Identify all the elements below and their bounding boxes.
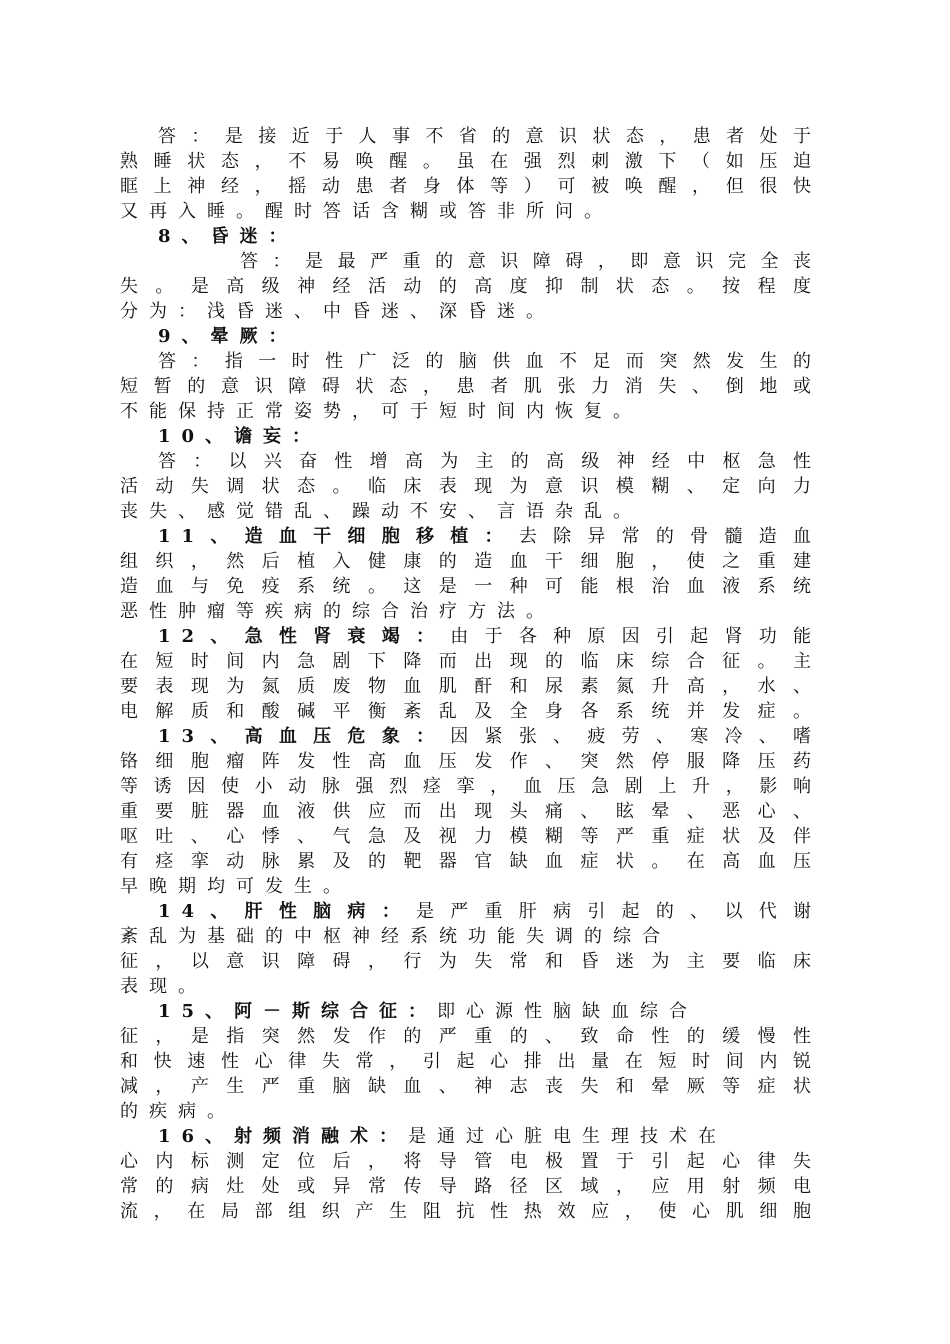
- line-text: 有痉挛动脉累及的靶器官缺血症状。在高血压: [120, 851, 822, 872]
- text-line: [120, 375, 822, 399]
- text-line: [120, 800, 822, 824]
- line-text: 由于各种原因引起肾功能: [450, 626, 822, 647]
- term-title: 肝性脑病：: [244, 901, 416, 922]
- text-line: [120, 275, 822, 299]
- term-title: 高血压危象：: [244, 726, 451, 747]
- line-text: 流，在局部组织产生阻抗性热效应，使心肌细胞: [120, 1201, 822, 1222]
- line-text: 的疾病。: [120, 1101, 236, 1122]
- text-line: [120, 575, 822, 599]
- line-text: 常的病灶处或异常传导路径区域，应用射频电: [120, 1176, 822, 1197]
- text-line: [158, 450, 822, 474]
- term-heading-line: [158, 1000, 822, 1024]
- text-line: [120, 850, 822, 874]
- item-number: 16、: [158, 1126, 235, 1147]
- text-line: [120, 925, 822, 949]
- line-text: 组织，然后植入健康的造血干细胞，使之重建: [120, 551, 822, 572]
- line-text: 丧失、感觉错乱、躁动不安、言语杂乱。: [120, 501, 642, 522]
- text-line: [120, 1200, 822, 1224]
- line-text: 表现。: [120, 976, 207, 997]
- term-title: 阿－斯综合征：: [234, 1001, 438, 1022]
- text-line: [120, 1150, 822, 1174]
- text-line: [120, 400, 822, 424]
- term-heading-line: [158, 625, 822, 649]
- text-line: [120, 1075, 822, 1099]
- line-text: 电解质和酸碱平衡紊乱及全身各系统并发症。: [120, 701, 822, 722]
- line-text: 眶上神经，摇动患者身体等）可被唤醒，但很快: [120, 176, 822, 197]
- line-text: 减，产生严重脑缺血、神志丧失和晕厥等症状: [120, 1076, 822, 1097]
- text-line: [120, 825, 822, 849]
- term-title: 射频消融术：: [234, 1126, 409, 1147]
- line-text: 答：是接近于人事不省的意识状态，患者处于: [158, 126, 822, 147]
- line-text: 紊乱为基础的中枢神经系统功能失调的综合: [120, 926, 671, 947]
- line-text: 早晚期均可发生。: [120, 876, 352, 897]
- term-title: 谵妄：: [234, 426, 322, 447]
- item-number: 14、: [158, 901, 245, 922]
- text-line: [120, 150, 822, 174]
- term-title: 造血干细胞移植：: [244, 526, 519, 547]
- line-text: 不能保持正常姿势，可于短时间内恢复。: [120, 401, 642, 422]
- term-heading-line: [158, 725, 822, 749]
- item-number: 12、: [158, 626, 245, 647]
- text-line: [120, 200, 822, 224]
- term-heading-line: [158, 900, 822, 924]
- item-number: 8、: [158, 226, 211, 247]
- term-heading-line: [158, 1125, 822, 1149]
- line-text: 征，以意识障碍，行为失常和昏迷为主要临床: [120, 951, 822, 972]
- text-line: [120, 550, 822, 574]
- line-text: 重要脏器血液供应而出现头痛、眩晕、恶心、: [120, 801, 822, 822]
- term-title: 急性肾衰竭：: [244, 626, 451, 647]
- line-text: 因紧张、疲劳、寒冷、嗜: [450, 726, 822, 747]
- term-heading-line: [158, 325, 822, 349]
- line-text: 是严重肝病引起的、以代谢: [415, 901, 822, 922]
- text-line: [120, 1025, 822, 1049]
- item-number: 9、: [158, 326, 211, 347]
- term-heading-line: [158, 225, 822, 249]
- text-line: [120, 475, 822, 499]
- line-text: 去除异常的骨髓造血: [518, 526, 822, 547]
- line-text: 铬细胞瘤阵发性高血压发作、突然停服降压药: [120, 751, 822, 772]
- text-line: [158, 125, 822, 149]
- text-line: [120, 700, 822, 724]
- line-text: 短暂的意识障碍状态，患者肌张力消失、倒地或: [120, 376, 822, 397]
- text-line: [120, 175, 822, 199]
- text-line: [120, 1100, 822, 1124]
- line-text: 即心源性脑缺血综合: [437, 1001, 699, 1022]
- text-line: [158, 350, 822, 374]
- line-text: 征，是指突然发作的严重的、致命性的缓慢性: [120, 1026, 822, 1047]
- text-line: [120, 1050, 822, 1074]
- line-text: 造血与免疫系统。这是一种可能根治血液系统: [120, 576, 822, 597]
- line-text: 熟睡状态，不易唤醒。虽在强烈刺激下（如压迫: [120, 151, 822, 172]
- item-number: 13、: [158, 726, 245, 747]
- text-line: [120, 750, 822, 774]
- text-line: [120, 975, 822, 999]
- text-line: [120, 600, 822, 624]
- text-line: [120, 775, 822, 799]
- text-line: [120, 950, 822, 974]
- line-text: 等诱因使小动脉强烈痉挛，血压急剧上升，影响: [120, 776, 822, 797]
- text-line: [120, 500, 822, 524]
- text-line: [120, 675, 822, 699]
- line-text: 要表现为氮质废物血肌酐和尿素氮升高，水、: [120, 676, 822, 697]
- term-title: 晕厥：: [210, 326, 298, 347]
- line-text: 分为：浅昏迷、中昏迷、深昏迷。: [120, 301, 555, 322]
- text-line: [240, 250, 822, 274]
- text-line: [120, 300, 822, 324]
- term-title: 昏迷：: [210, 226, 298, 247]
- line-text: 活动失调状态。临床表现为意识模糊、定向力: [120, 476, 822, 497]
- line-text: 和快速性心律失常，引起心排出量在短时间内锐: [120, 1051, 822, 1072]
- line-text: 失。是高级神经活动的高度抑制状态。按程度: [120, 276, 822, 297]
- line-text: 在短时间内急剧下降而出现的临床综合征。主: [120, 651, 822, 672]
- text-line: [120, 875, 822, 899]
- line-text: 呕吐、心悸、气急及视力模糊等严重症状及伴: [120, 826, 822, 847]
- item-number: 11、: [158, 526, 245, 547]
- line-text: 恶性肿瘤等疾病的综合治疗方法。: [120, 601, 555, 622]
- line-text: 答：以兴奋性增高为主的高级神经中枢急性: [158, 451, 822, 472]
- line-text: 心内标测定位后，将导管电极置于引起心律失: [120, 1151, 822, 1172]
- term-heading-line: [158, 525, 822, 549]
- item-number: 10、: [158, 426, 235, 447]
- text-line: [120, 650, 822, 674]
- item-number: 15、: [158, 1001, 235, 1022]
- line-text: 是通过心脏电生理技术在: [408, 1126, 728, 1147]
- line-text: 答：指一时性广泛的脑供血不足而突然发生的: [158, 351, 822, 372]
- line-text: 又再入睡。醒时答话含糊或答非所问。: [120, 201, 613, 222]
- text-line: [120, 1175, 822, 1199]
- line-text: 答：是最严重的意识障碍，即意识完全丧: [240, 251, 822, 272]
- term-heading-line: [158, 425, 822, 449]
